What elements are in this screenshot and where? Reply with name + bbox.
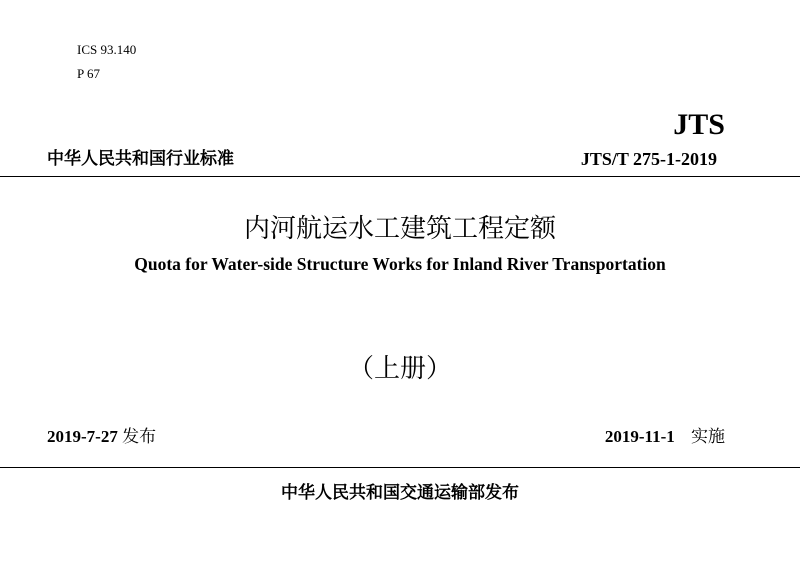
publisher: 中华人民共和国交通运输部发布	[281, 483, 519, 503]
issue-date: 2019-7-27	[47, 427, 118, 446]
document-title-english: Quota for Water-side Structure Works for Inland River Transportation	[134, 254, 666, 274]
issue-label: 发布	[122, 427, 157, 447]
effective-date-line	[605, 425, 725, 449]
effective-date: 2019-11-1	[604, 427, 675, 446]
effective-label: 实施	[691, 427, 725, 447]
top-divider	[0, 176, 800, 177]
brand-mark: JTS	[673, 108, 725, 141]
ccs-code: P 67	[77, 66, 100, 81]
standard-type: 中华人民共和国行业标准	[47, 149, 234, 169]
issue-date-line	[47, 425, 156, 449]
standard-number: JTS/T 275-1-2019	[580, 149, 717, 169]
bottom-divider	[0, 467, 800, 468]
volume-label: （上册）	[347, 354, 452, 384]
ics-code: ICS 93.140	[77, 42, 137, 57]
document-title-chinese: 内河航运水工建筑工程定额	[243, 214, 556, 244]
